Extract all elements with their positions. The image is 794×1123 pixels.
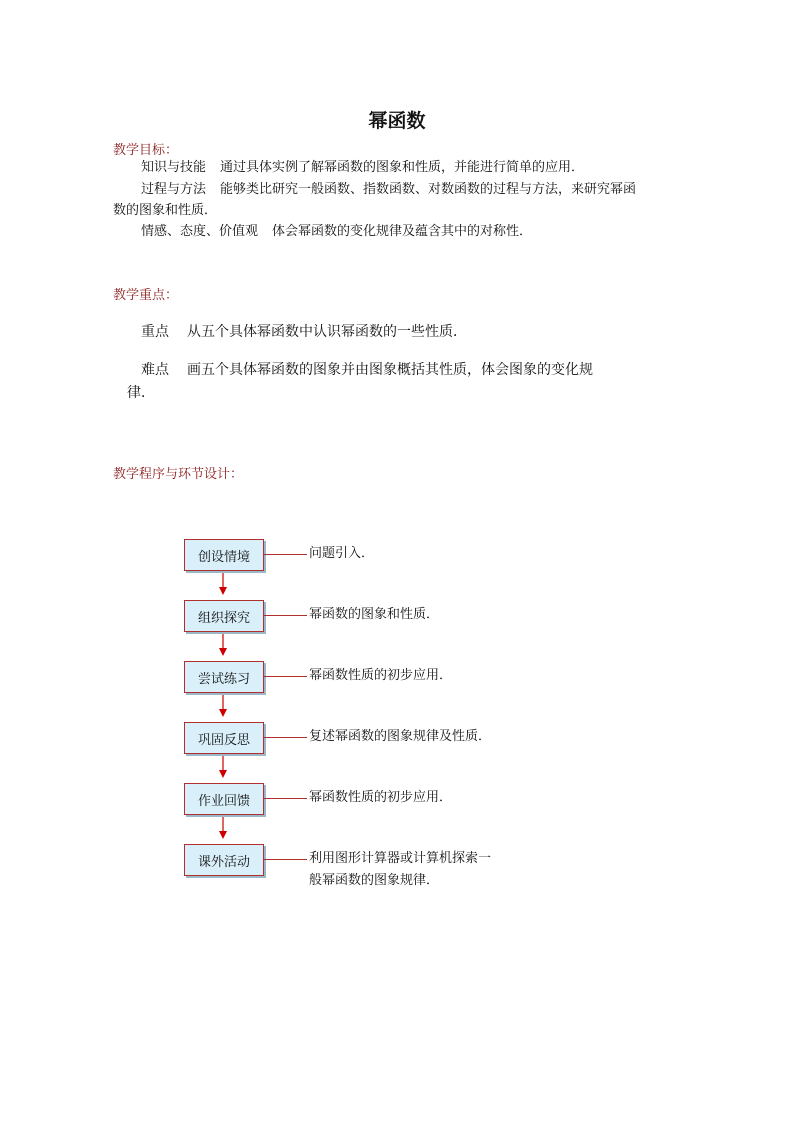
page-title: 幂函数 <box>368 110 426 132</box>
keypoint-text: 画五个具体幂函数的图象并由图象概括其性质，体会图象的变化规 <box>187 362 593 378</box>
flow-step-desc-cont: 般幂函数的图象规律． <box>309 873 440 888</box>
objectives-heading: 教学目标： <box>113 143 179 158</box>
down-arrow-icon <box>218 634 228 656</box>
keypoint-label: 重点 <box>141 324 169 340</box>
connector-line <box>264 554 307 555</box>
down-arrow-icon <box>218 573 228 595</box>
flow-step-box: 创设情境 <box>184 539 264 571</box>
keypoint-focus <box>141 321 467 343</box>
connector-line <box>264 859 307 860</box>
flow-step-desc: 幂函数性质的初步应用． <box>309 668 453 683</box>
down-arrow-icon <box>218 756 228 778</box>
connector-line <box>264 615 307 616</box>
keypoint-difficulty-cont: 律． <box>127 385 155 401</box>
objective-knowledge <box>141 158 584 178</box>
keypoint-difficulty <box>141 359 593 381</box>
flow-step-desc: 幂函数的图象和性质． <box>309 607 440 622</box>
objective-attitude <box>141 222 532 242</box>
keypoints-heading: 教学重点： <box>113 288 179 303</box>
objective-text: 通过具体实例了解幂函数的图象和性质，并能进行简单的应用． <box>220 160 585 175</box>
flow-step-box: 组织探究 <box>184 600 264 632</box>
objective-text: 体会幂函数的变化规律及蕴含其中的对称性． <box>272 224 533 239</box>
flow-step-desc: 利用图形计算器或计算机探索一 <box>309 851 492 866</box>
objective-label: 过程与方法 <box>141 182 207 197</box>
objective-process <box>141 180 636 200</box>
flow-step-box: 尝试练习 <box>184 661 264 693</box>
objective-process-cont: 数的图象和性质． <box>113 203 218 218</box>
flow-step-box: 课外活动 <box>184 844 264 876</box>
keypoint-label: 难点 <box>141 362 169 378</box>
connector-line <box>264 676 307 677</box>
flow-step-desc: 幂函数性质的初步应用． <box>309 790 453 805</box>
keypoint-text: 从五个具体幂函数中认识幂函数的一些性质． <box>187 324 467 340</box>
down-arrow-icon <box>218 817 228 839</box>
connector-line <box>264 737 307 738</box>
flow-step-box: 巩固反思 <box>184 722 264 754</box>
flow-step-desc: 问题引入． <box>309 546 375 561</box>
objective-label: 知识与技能 <box>141 160 207 175</box>
objective-text: 能够类比研究一般函数、指数函数、对数函数的过程与方法，来研究幂函 <box>220 182 637 197</box>
connector-line <box>264 798 307 799</box>
objective-label: 情感、态度、价值观 <box>141 224 259 239</box>
down-arrow-icon <box>218 695 228 717</box>
flow-step-box: 作业回馈 <box>184 783 264 815</box>
flow-step-desc: 复述幂函数的图象规律及性质． <box>309 729 492 744</box>
procedure-heading: 教学程序与环节设计： <box>113 467 244 482</box>
